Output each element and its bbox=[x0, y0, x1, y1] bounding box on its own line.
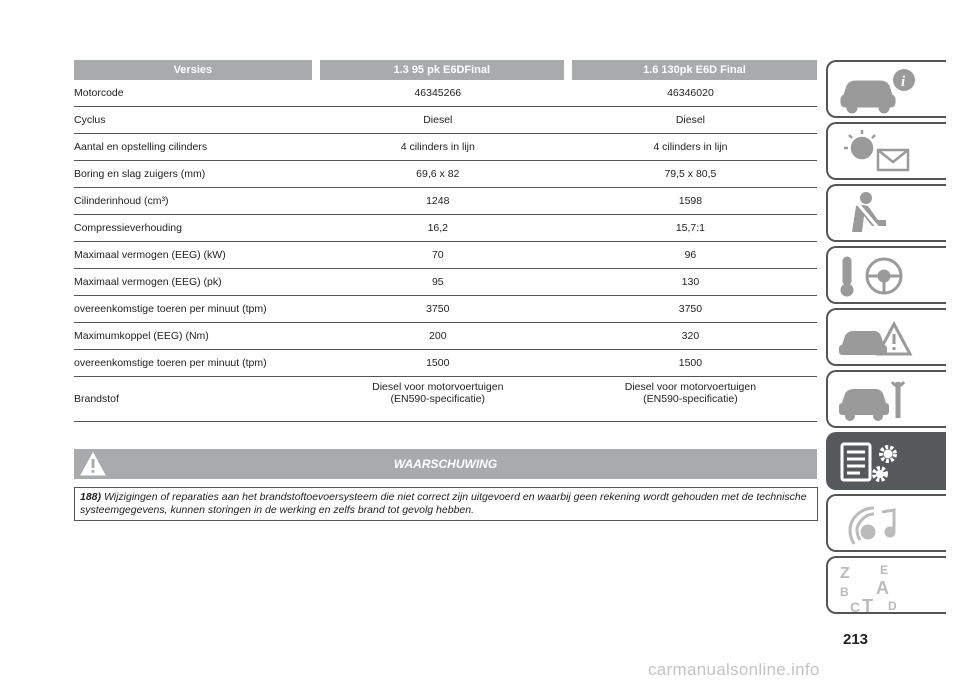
fuel-line-2: (EN590-specificatie) bbox=[643, 393, 738, 405]
row-value-1-6: 1598 bbox=[564, 188, 817, 215]
row-value-1-3: Diesel bbox=[312, 107, 564, 134]
fuel-label: Brandstof bbox=[74, 377, 312, 422]
fuel-value-1-3 bbox=[312, 377, 564, 422]
tab-multimedia[interactable] bbox=[826, 494, 946, 552]
warning-number: 188) bbox=[80, 491, 102, 503]
tab-seat-safety[interactable] bbox=[826, 184, 946, 242]
row-label: overeenkomstige toeren per minuut (tpm) bbox=[74, 296, 312, 323]
row-value-1-6: Diesel bbox=[564, 107, 817, 134]
row-label: Boring en slag zuigers (mm) bbox=[74, 161, 312, 188]
row-label: Maximaal vermogen (EEG) (pk) bbox=[74, 269, 312, 296]
row-label: overeenkomstige toeren per minuut (tpm) bbox=[74, 350, 312, 377]
table-row bbox=[74, 242, 817, 269]
page-number: 213 bbox=[843, 631, 869, 648]
row-label: Cilinderinhoud (cm³) bbox=[74, 188, 312, 215]
warning-title: WAARSCHUWING bbox=[393, 457, 498, 471]
row-value-1-6: 79,5 x 80,5 bbox=[564, 161, 817, 188]
warning-header bbox=[74, 449, 817, 479]
table-row bbox=[74, 188, 817, 215]
table-row bbox=[74, 80, 817, 107]
row-value-1-3: 200 bbox=[312, 323, 564, 350]
row-value-1-6: 96 bbox=[564, 242, 817, 269]
technical-specs-table bbox=[74, 60, 817, 422]
row-value-1-3: 69,6 x 82 bbox=[312, 161, 564, 188]
row-value-1-6: 15,7:1 bbox=[564, 215, 817, 242]
row-label: Motorcode bbox=[74, 80, 312, 107]
table-row bbox=[74, 215, 817, 242]
warning-text: Wijzigingen of reparaties aan het brandstoftoevoersysteem die niet correct zijn uitgevoerd en waarbij geen rekening wordt gehouden met de technische systeemgegevens, kunnen storingen in de werking en zelfs brand tot gevolg hebben. bbox=[80, 491, 807, 516]
tab-index[interactable] bbox=[826, 556, 946, 614]
row-value-1-3: 3750 bbox=[312, 296, 564, 323]
svg-text:B: B bbox=[840, 585, 849, 599]
table-row bbox=[74, 323, 817, 350]
row-value-1-6: 46346020 bbox=[564, 80, 817, 107]
row-value-1-3: 95 bbox=[312, 269, 564, 296]
row-value-1-3: 4 cilinders in lijn bbox=[312, 134, 564, 161]
row-value-1-3: 1500 bbox=[312, 350, 564, 377]
table-row bbox=[74, 161, 817, 188]
tab-maintenance[interactable] bbox=[826, 370, 946, 428]
tab-technical-data[interactable] bbox=[826, 432, 946, 490]
table-row bbox=[74, 107, 817, 134]
svg-text:i: i bbox=[901, 74, 906, 90]
row-value-1-6: 130 bbox=[564, 269, 817, 296]
fuel-line-2: (EN590-specificatie) bbox=[390, 393, 486, 405]
tab-warning-lights[interactable] bbox=[826, 122, 946, 180]
header-version-1-6: 1.6 130pk E6D Final bbox=[564, 60, 817, 80]
row-value-1-6: 4 cilinders in lijn bbox=[564, 134, 817, 161]
row-label: Cyclus bbox=[74, 107, 312, 134]
svg-text:T: T bbox=[862, 596, 873, 614]
fuel-line-1: Diesel voor motorvoertuigen bbox=[624, 381, 757, 393]
header-version-1-3: 1.3 95 pk E6DFinal bbox=[312, 60, 564, 80]
fuel-line-1: Diesel voor motorvoertuigen bbox=[372, 381, 504, 393]
row-value-1-3: 1248 bbox=[312, 188, 564, 215]
row-label: Maximumkoppel (EEG) (Nm) bbox=[74, 323, 312, 350]
table-row-fuel bbox=[74, 377, 817, 422]
row-label: Maximaal vermogen (EEG) (kW) bbox=[74, 242, 312, 269]
table-row bbox=[74, 269, 817, 296]
warning-body bbox=[74, 487, 818, 521]
table-row bbox=[74, 134, 817, 161]
tab-car-info[interactable] bbox=[826, 60, 946, 118]
watermark: carmanualsonline.info bbox=[648, 660, 820, 679]
row-value-1-3: 46345266 bbox=[312, 80, 564, 107]
svg-text:D: D bbox=[888, 599, 897, 613]
tab-steering-start[interactable] bbox=[826, 246, 946, 304]
tab-emergency[interactable] bbox=[826, 308, 946, 366]
table-row bbox=[74, 350, 817, 377]
fuel-value-1-6 bbox=[564, 377, 817, 422]
svg-text:E: E bbox=[880, 563, 889, 577]
row-label: Compressieverhouding bbox=[74, 215, 312, 242]
row-value-1-6: 1500 bbox=[564, 350, 817, 377]
row-value-1-3: 70 bbox=[312, 242, 564, 269]
table-header-row bbox=[74, 60, 817, 80]
svg-text:Z: Z bbox=[840, 565, 850, 582]
svg-text:A: A bbox=[876, 578, 889, 598]
row-label: Aantal en opstelling cilinders bbox=[74, 134, 312, 161]
row-value-1-6: 320 bbox=[564, 323, 817, 350]
svg-text:C: C bbox=[850, 599, 861, 614]
table-row bbox=[74, 296, 817, 323]
warning-triangle-icon bbox=[80, 452, 106, 479]
row-value-1-6: 3750 bbox=[564, 296, 817, 323]
row-value-1-3: 16,2 bbox=[312, 215, 564, 242]
header-versions: Versies bbox=[74, 60, 312, 80]
